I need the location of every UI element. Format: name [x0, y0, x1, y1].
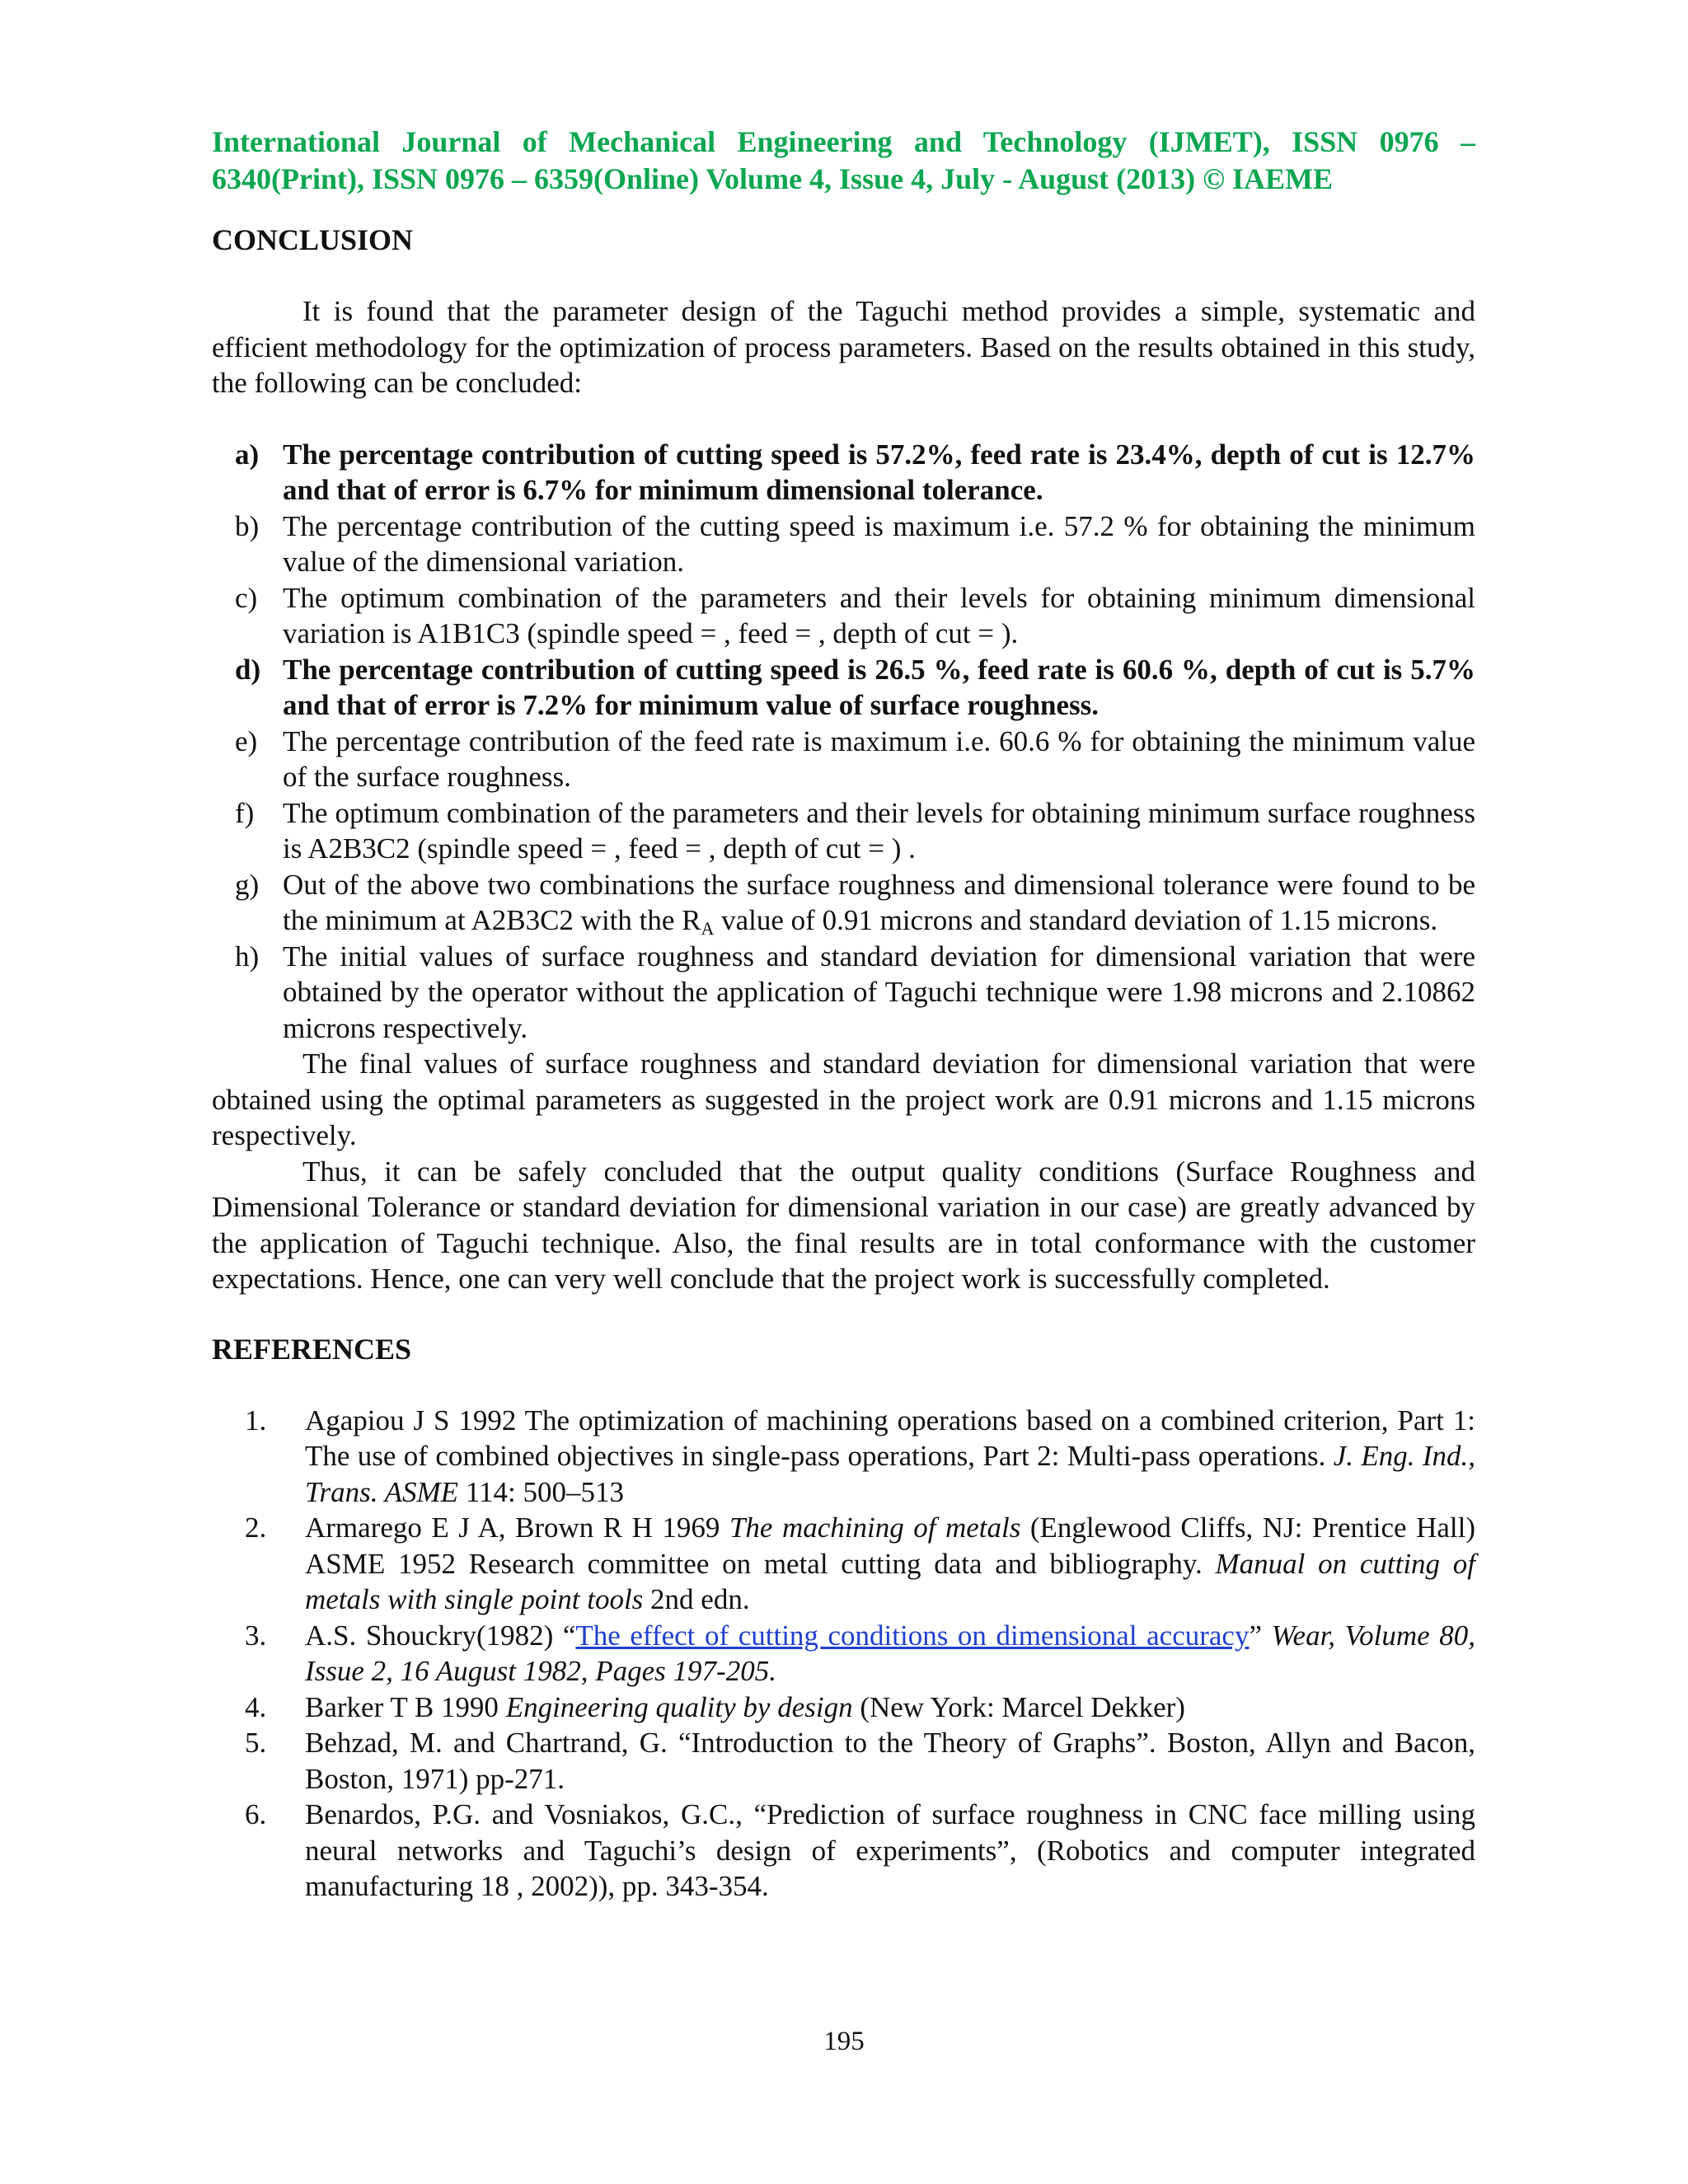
summary-paragraph: Thus, it can be safely concluded that the output quality conditions (Surface Roughness and Dimensional Tolerance or standard deviation for dimensional variation in our case) are greatly advanced by the application of Taguchi technique. Also, the final results are in total conformance with the customer expectations. Hence, one can very well conclude that the project work is successfully completed.: [212, 1155, 1475, 1295]
reference-item: [212, 1403, 1475, 1511]
list-item-text: The initial values of surface roughness and standard deviation for dimensional variation that were obtained by the operator without the application of Taguchi technique were 1.98 microns and 2.10862 microns respectively.: [283, 940, 1475, 1044]
list-item: [212, 724, 1475, 795]
journal-header: International Journal of Mechanical Engineering and Technology (IJMET), ISSN 0976 – 6340(Print), ISSN 0976 – 6359(Online) Volume 4, Issue 4, July - August (2013) © IAEME: [212, 125, 1475, 195]
reference-title: Engineering quality by design: [505, 1690, 853, 1723]
list-marker: d): [235, 653, 261, 686]
final-values-paragraph: The final values of surface roughness and standard deviation for dimensional variation that were obtained using the optimal parameters as suggested in the project work are 0.91 microns and 1.15 microns respectively.: [212, 1047, 1475, 1151]
conclusion-heading: CONCLUSION: [212, 223, 414, 256]
list-item-text: The optimum combination of the parameters and their levels for obtaining minimum dimensional variation is A1B1C3 (spindle speed = , feed = , depth of cut = ).: [283, 581, 1475, 649]
page-number: 195: [823, 2027, 865, 2056]
list-marker: f): [235, 796, 255, 829]
reference-text: Benardos, P.G. and Vosniakos, G.C., “Prediction of surface roughness in CNC face milling using neural networks and Taguchi’s design of experiments”, (Robotics and computer integrated manufacturing 18 , 2002)), pp. 343-354.: [305, 1798, 1475, 1902]
list-item-text: The percentage contribution of the feed rate is maximum i.e. 60.6 % for obtaining the minimum value of the surface roughness.: [283, 724, 1475, 793]
list-item: [212, 867, 1475, 939]
reference-item: [212, 1797, 1475, 1905]
reference-number: 5.: [245, 1727, 267, 1759]
reference-item: [212, 1690, 1475, 1726]
reference-item: [212, 1618, 1475, 1690]
reference-tail: 114: 500–513: [458, 1475, 624, 1508]
reference-journal: Wear, Volume 80, Issue 2, 16 August 1982, Pages 197-205.: [305, 1619, 1475, 1687]
reference-text: (New York: Marcel Dekker): [852, 1690, 1185, 1723]
list-item-text-a: Out of the above two combinations the surface roughness and dimensional tolerance were found to be the minimum at A2B3C2 with the R: [283, 868, 1475, 936]
list-marker: b): [235, 509, 260, 542]
reference-number: 4.: [245, 1690, 267, 1723]
list-marker: g): [235, 868, 260, 901]
reference-journal: J. Eng. Ind., Trans. ASME: [305, 1440, 1476, 1508]
list-item: [212, 580, 1475, 652]
list-marker: a): [235, 438, 260, 471]
list-item-text: The percentage contribution of cutting speed is 26.5 %, feed rate is 60.6 %, depth of cut is 5.7% and that of error is 7.2% for minimum value of surface roughness.: [283, 653, 1475, 721]
reference-link[interactable]: The effect of cutting conditions on dimensional accuracy: [575, 1619, 1250, 1652]
list-item: [212, 939, 1475, 1047]
reference-text: Armarego E J A, Brown R H 1969: [305, 1511, 729, 1544]
reference-title: The machining of metals: [729, 1511, 1021, 1544]
conclusion-intro: It is found that the parameter design of the Taguchi method provides a simple, systematic and efficient methodology for the optimization of process parameters. Based on the results obtained in this study, the following can be concluded:: [212, 295, 1475, 399]
references-heading: REFERENCES: [212, 1332, 412, 1366]
reference-manual: Manual on cutting of metals with single point tools: [305, 1547, 1475, 1615]
reference-text: (Englewood Cliffs, NJ: Prentice Hall) ASME 1952 Research committee on metal cutting data and bibliography.: [305, 1511, 1475, 1580]
reference-number: 1.: [245, 1404, 267, 1436]
reference-number: 6.: [245, 1798, 267, 1830]
reference-text: A.S. Shouckry(1982) “: [305, 1619, 576, 1652]
list-marker: h): [235, 940, 260, 972]
subscript: A: [701, 918, 715, 939]
reference-text: 2nd edn.: [643, 1583, 750, 1615]
list-item: [212, 509, 1475, 580]
page-content: [212, 124, 1475, 1905]
list-item-text: The optimum combination of the parameters and their levels for obtaining minimum surface roughness is A2B3C2 (spindle speed = , feed = , depth of cut = ) .: [283, 796, 1475, 865]
conclusion-list: [212, 437, 1475, 1047]
list-marker: e): [235, 724, 258, 757]
list-item: [212, 795, 1475, 867]
list-item-text: The percentage contribution of the cutting speed is maximum i.e. 57.2 % for obtaining the minimum value of the dimensional variation.: [283, 509, 1475, 578]
references-list: [212, 1403, 1475, 1905]
reference-item: [212, 1510, 1475, 1618]
list-item-text: The percentage contribution of cutting speed is 57.2%, feed rate is 23.4%, depth of cut is 12.7% and that of error is 6.7% for minimum dimensional tolerance.: [283, 438, 1475, 506]
reference-text: ”: [1249, 1619, 1272, 1652]
reference-item: [212, 1725, 1475, 1797]
list-item-text-b: value of 0.91 microns and standard deviation of 1.15 microns.: [714, 904, 1438, 936]
list-item: [212, 652, 1475, 724]
reference-number: 2.: [245, 1511, 267, 1544]
reference-text: Barker T B 1990: [305, 1690, 506, 1723]
reference-number: 3.: [245, 1619, 267, 1652]
list-item: [212, 437, 1475, 509]
reference-text: Agapiou J S 1992 The optimization of machining operations based on a combined criterion, Part 1: The use of combined objectives in single-pass operations, Part 2: Multi-pass operations.: [305, 1404, 1475, 1472]
list-marker: c): [235, 581, 258, 614]
reference-text: Behzad, M. and Chartrand, G. “Introduction to the Theory of Graphs”. Boston, Allyn and Bacon, Boston, 1971) pp-271.: [305, 1727, 1475, 1795]
